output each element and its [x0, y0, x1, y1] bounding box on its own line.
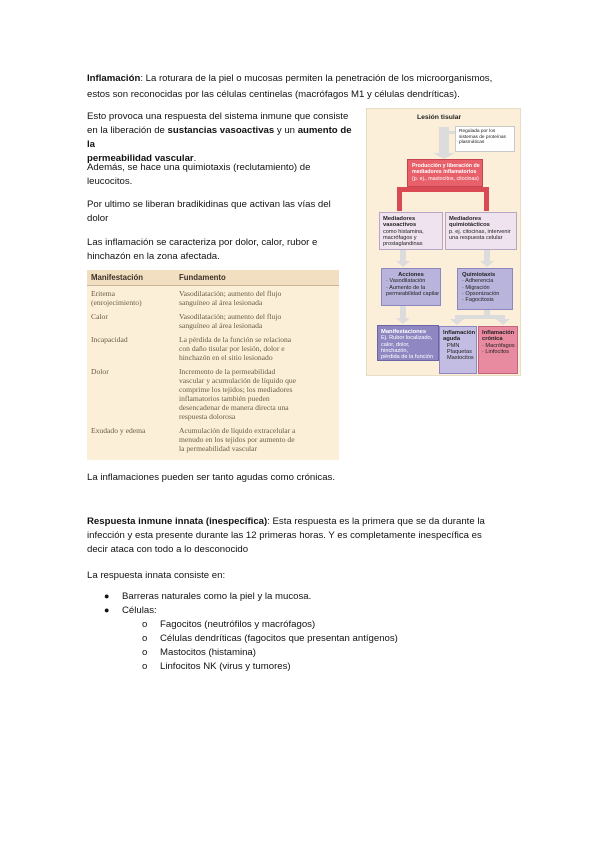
- arrow-shaft: [484, 309, 490, 316]
- arrow-shaft: [400, 249, 406, 261]
- sublist-item-text: Fagocitos (neutrófilos y macrófagos): [160, 619, 316, 630]
- quimio-line: p. ej. citocinas, intervenir: [449, 228, 511, 235]
- actions-title: Acciones: [398, 272, 424, 278]
- vaso-title: Mediadores vasoactivos: [383, 216, 417, 229]
- table-header-fundamento: Fundamento: [175, 270, 339, 286]
- sublist-item: [104, 661, 524, 675]
- arrow-head: [450, 319, 464, 325]
- acute-line: Mastocitos: [447, 355, 474, 362]
- response-line1: Esto provoca una respuesta del sistema inmune que consiste: [87, 111, 349, 122]
- chemotaxis-line: · Opsonización: [462, 290, 500, 297]
- arrow-shaft: [439, 127, 449, 153]
- chemotaxis-text: [462, 272, 499, 303]
- list-item: [104, 605, 524, 619]
- production-box: [407, 159, 483, 187]
- caracteriza-line2: hinchazón en la zona afectada.: [87, 251, 220, 262]
- cell-manifestation: Incapacidad: [91, 335, 128, 344]
- table-row: [87, 286, 339, 310]
- response-line2-text: en la liberación de: [87, 125, 168, 136]
- split-bar-lower: [455, 315, 505, 319]
- circle-bullet-icon: o: [142, 619, 148, 630]
- circle-bullet-icon: o: [142, 661, 148, 672]
- cell-manifestation: Dolor: [91, 367, 109, 376]
- acute-title: Inflamación aguda: [443, 330, 476, 343]
- cell-fundamento: respuesta dolorosa: [179, 412, 236, 421]
- chronic-line: · Macrófagos: [482, 342, 515, 349]
- actions-line: permeabilidad capilar: [386, 290, 440, 297]
- innate-line3: decir ataca con todo a lo desconocido: [87, 544, 249, 555]
- intro-paragraph: [87, 72, 527, 102]
- split-bar: [397, 187, 489, 192]
- cell-fundamento: desencadenar de manera directa una: [179, 403, 289, 412]
- actions-line: · Vasodilatación: [386, 278, 426, 285]
- cell-fundamento: Incremento de la permeabilidad: [179, 367, 276, 376]
- actions-line: · Aumento de la: [386, 284, 426, 291]
- intro-line1: : La roturara de la piel o mucosas permiten la penetración de los microorganismos,: [140, 73, 493, 84]
- table-row: [87, 309, 339, 332]
- consiste-sentence: La respuesta innata consiste en:: [87, 570, 226, 581]
- sublist-item-text: Mastocitos (histamina): [160, 647, 256, 658]
- table-row: [87, 332, 339, 364]
- inflammation-flow-diagram: [366, 108, 521, 376]
- note-line: Regulada por los: [459, 129, 496, 134]
- vascular-permeability: permeabilidad vascular: [87, 153, 194, 164]
- bradiquininas-line2: dolor: [87, 213, 109, 224]
- quimiotaxis-paragraph: [87, 161, 362, 189]
- permeability-increase: aumento de la: [87, 125, 352, 150]
- arrow-head: [480, 261, 494, 267]
- quimio-title: Mediadores quimiotácticos: [449, 216, 490, 229]
- cell-fundamento: comprime los tejidos; los mediadores: [179, 385, 293, 394]
- manif-title: Manifestaciones: [381, 329, 427, 335]
- production-text: [412, 163, 480, 182]
- vasoactive-text: [383, 216, 442, 247]
- list-item: [104, 591, 524, 605]
- actions-box: [381, 268, 441, 306]
- acute-line: Plaquetas: [447, 348, 472, 355]
- innate-line1: : Esta respuesta es la primera que se da durante la: [267, 516, 485, 527]
- cell-fundamento: La pérdida de la función se relaciona: [179, 335, 292, 344]
- cell-fundamento: vascular y acumulación de líquido que: [179, 376, 297, 385]
- response-line2-and: y un: [274, 125, 298, 136]
- arrow-head: [496, 319, 510, 325]
- arrow-shaft: [484, 249, 490, 261]
- note-line: plasmáticas: [459, 140, 485, 146]
- bullet-icon: ●: [104, 605, 110, 615]
- sublist-item: [104, 633, 524, 647]
- split-right-arm: [484, 187, 489, 211]
- response-period: .: [193, 153, 197, 164]
- chemotaxis-line: · Fagocitosis: [462, 297, 494, 304]
- vaso-line: prostaglandinas: [383, 241, 423, 248]
- cell-manifestation: Calor: [91, 312, 108, 321]
- cell-fundamento: Vasodilatación; aumento del flujo: [179, 289, 282, 298]
- quimiotaxis-line1: Además, se hace una quimiotaxis (reclutamiento) de: [87, 162, 311, 173]
- arrow-head: [396, 261, 410, 267]
- circle-bullet-icon: o: [142, 647, 148, 658]
- bradiquininas-paragraph: [87, 198, 362, 226]
- table-header-manifestacion: Manifestación: [87, 270, 175, 286]
- innate-heading: Respuesta inmune innata (inespecífica): [87, 516, 268, 527]
- quimio-line: una respuesta celular: [449, 234, 503, 241]
- cell-fundamento: sanguíneo al área lesionada: [179, 321, 263, 330]
- cell-fundamento: menudo en los tejidos por aumento de: [179, 435, 295, 444]
- sublist-item-text: Linfocitos NK (virus y tumores): [160, 661, 291, 672]
- caracteriza-line1: Las inflamación se caracteriza por dolor, calor, rubor e: [87, 237, 318, 248]
- quimiotaxis-line2: leucocitos.: [87, 176, 133, 187]
- innate-list: [104, 591, 524, 675]
- cell-fundamento: hinchazón en el sitio lesionado: [179, 353, 273, 362]
- vaso-line: macrófagos y: [383, 234, 417, 241]
- chemotaxis-line: · Migración: [462, 284, 490, 291]
- prod-line: (p. ej., mastocitos, citocinas): [412, 175, 479, 182]
- regulation-note: [459, 129, 506, 146]
- actions-text: [386, 272, 439, 297]
- cell-manifestation: (enrojecimiento): [91, 298, 142, 307]
- chemotaxis-title: Quimiotaxis: [462, 272, 496, 278]
- diagram-title: Lesión tisular: [417, 114, 462, 121]
- chemotactic-text: [449, 216, 516, 241]
- manif-line: Ej. Rubor localizado,: [381, 335, 433, 342]
- chronic-line: · Linfocitos: [482, 348, 510, 355]
- acute-inflammation-box: [439, 326, 477, 374]
- cell-manifestation: Eritema: [91, 289, 116, 298]
- arrow-head: [396, 318, 410, 324]
- bradiquininas-line1: Por ultimo se liberan bradikidinas que activan las vías del: [87, 199, 331, 210]
- innate-paragraph: [87, 515, 527, 557]
- list-item-barreras: Barreras naturales como la piel y la mucosa.: [122, 591, 312, 602]
- list-item-celulas: Células:: [122, 605, 157, 616]
- innate-line2: infección y esta presente durante las 12 primeras horas. Y es completamente inespecífica es: [87, 530, 482, 541]
- cell-fundamento: la permeabilidad vascular: [179, 444, 258, 453]
- chemotactic-mediators-box: [445, 212, 517, 250]
- bullet-icon: ●: [104, 591, 110, 601]
- manif-line: pérdida de la función: [381, 354, 433, 361]
- chemotaxis-box: [457, 268, 513, 310]
- cell-fundamento: Vasodilatación; aumento del flujo: [179, 312, 282, 321]
- vasoactive-substances: sustancias vasoactivas: [167, 125, 275, 136]
- agudas-sentence: La inflamaciones pueden ser tanto agudas como crónicas.: [87, 472, 335, 483]
- chemotaxis-line: · Adherencia: [462, 278, 494, 285]
- note-line: sistemas de proteínas: [459, 134, 506, 140]
- prod-line: Producción y liberación de: [412, 163, 480, 169]
- table-row: [87, 423, 339, 455]
- manifestations-text: [381, 329, 438, 360]
- split-left-arm: [397, 187, 402, 211]
- cell-fundamento: Acumulación de líquido extracelular a: [179, 426, 296, 435]
- cell-fundamento: inflamatorios también pueden: [179, 394, 270, 403]
- vasoactive-mediators-box: [379, 212, 443, 250]
- vaso-line: como histamina,: [383, 228, 424, 235]
- acute-text: [443, 330, 474, 361]
- caracteriza-paragraph: [87, 236, 362, 264]
- prod-line: mediadores inflamatorios: [412, 169, 477, 176]
- chronic-title: Inflamación crónica: [482, 330, 515, 343]
- intro-line2: estos son reconocidas por las células centinelas (macrófagos M1 y células dendríticas).: [87, 89, 460, 100]
- response-paragraph: [87, 110, 362, 166]
- chronic-text: [482, 330, 515, 355]
- sublist-item: [104, 647, 524, 661]
- chronic-inflammation-box: [478, 326, 518, 374]
- manif-line: calor, dolor, hinchazón,: [381, 341, 410, 354]
- table-row: [87, 364, 339, 423]
- cell-manifestation: Exudado y edema: [91, 426, 146, 435]
- acute-line: PMN: [447, 342, 460, 349]
- sublist-item: [104, 619, 524, 633]
- regulation-note-box: [455, 126, 515, 152]
- inflamacion-heading: Inflamación: [87, 73, 141, 84]
- cell-fundamento: sanguíneo al área lesionada: [179, 298, 263, 307]
- cell-fundamento: con daño tisular por lesión, dolor e: [179, 344, 285, 353]
- arrow-shaft: [400, 306, 406, 318]
- sublist-item-text: Células dendríticas (fagocitos que presentan antígenos): [160, 633, 398, 644]
- circle-bullet-icon: o: [142, 633, 148, 644]
- manifestations-box: [377, 325, 439, 361]
- manifestation-table: [87, 270, 339, 460]
